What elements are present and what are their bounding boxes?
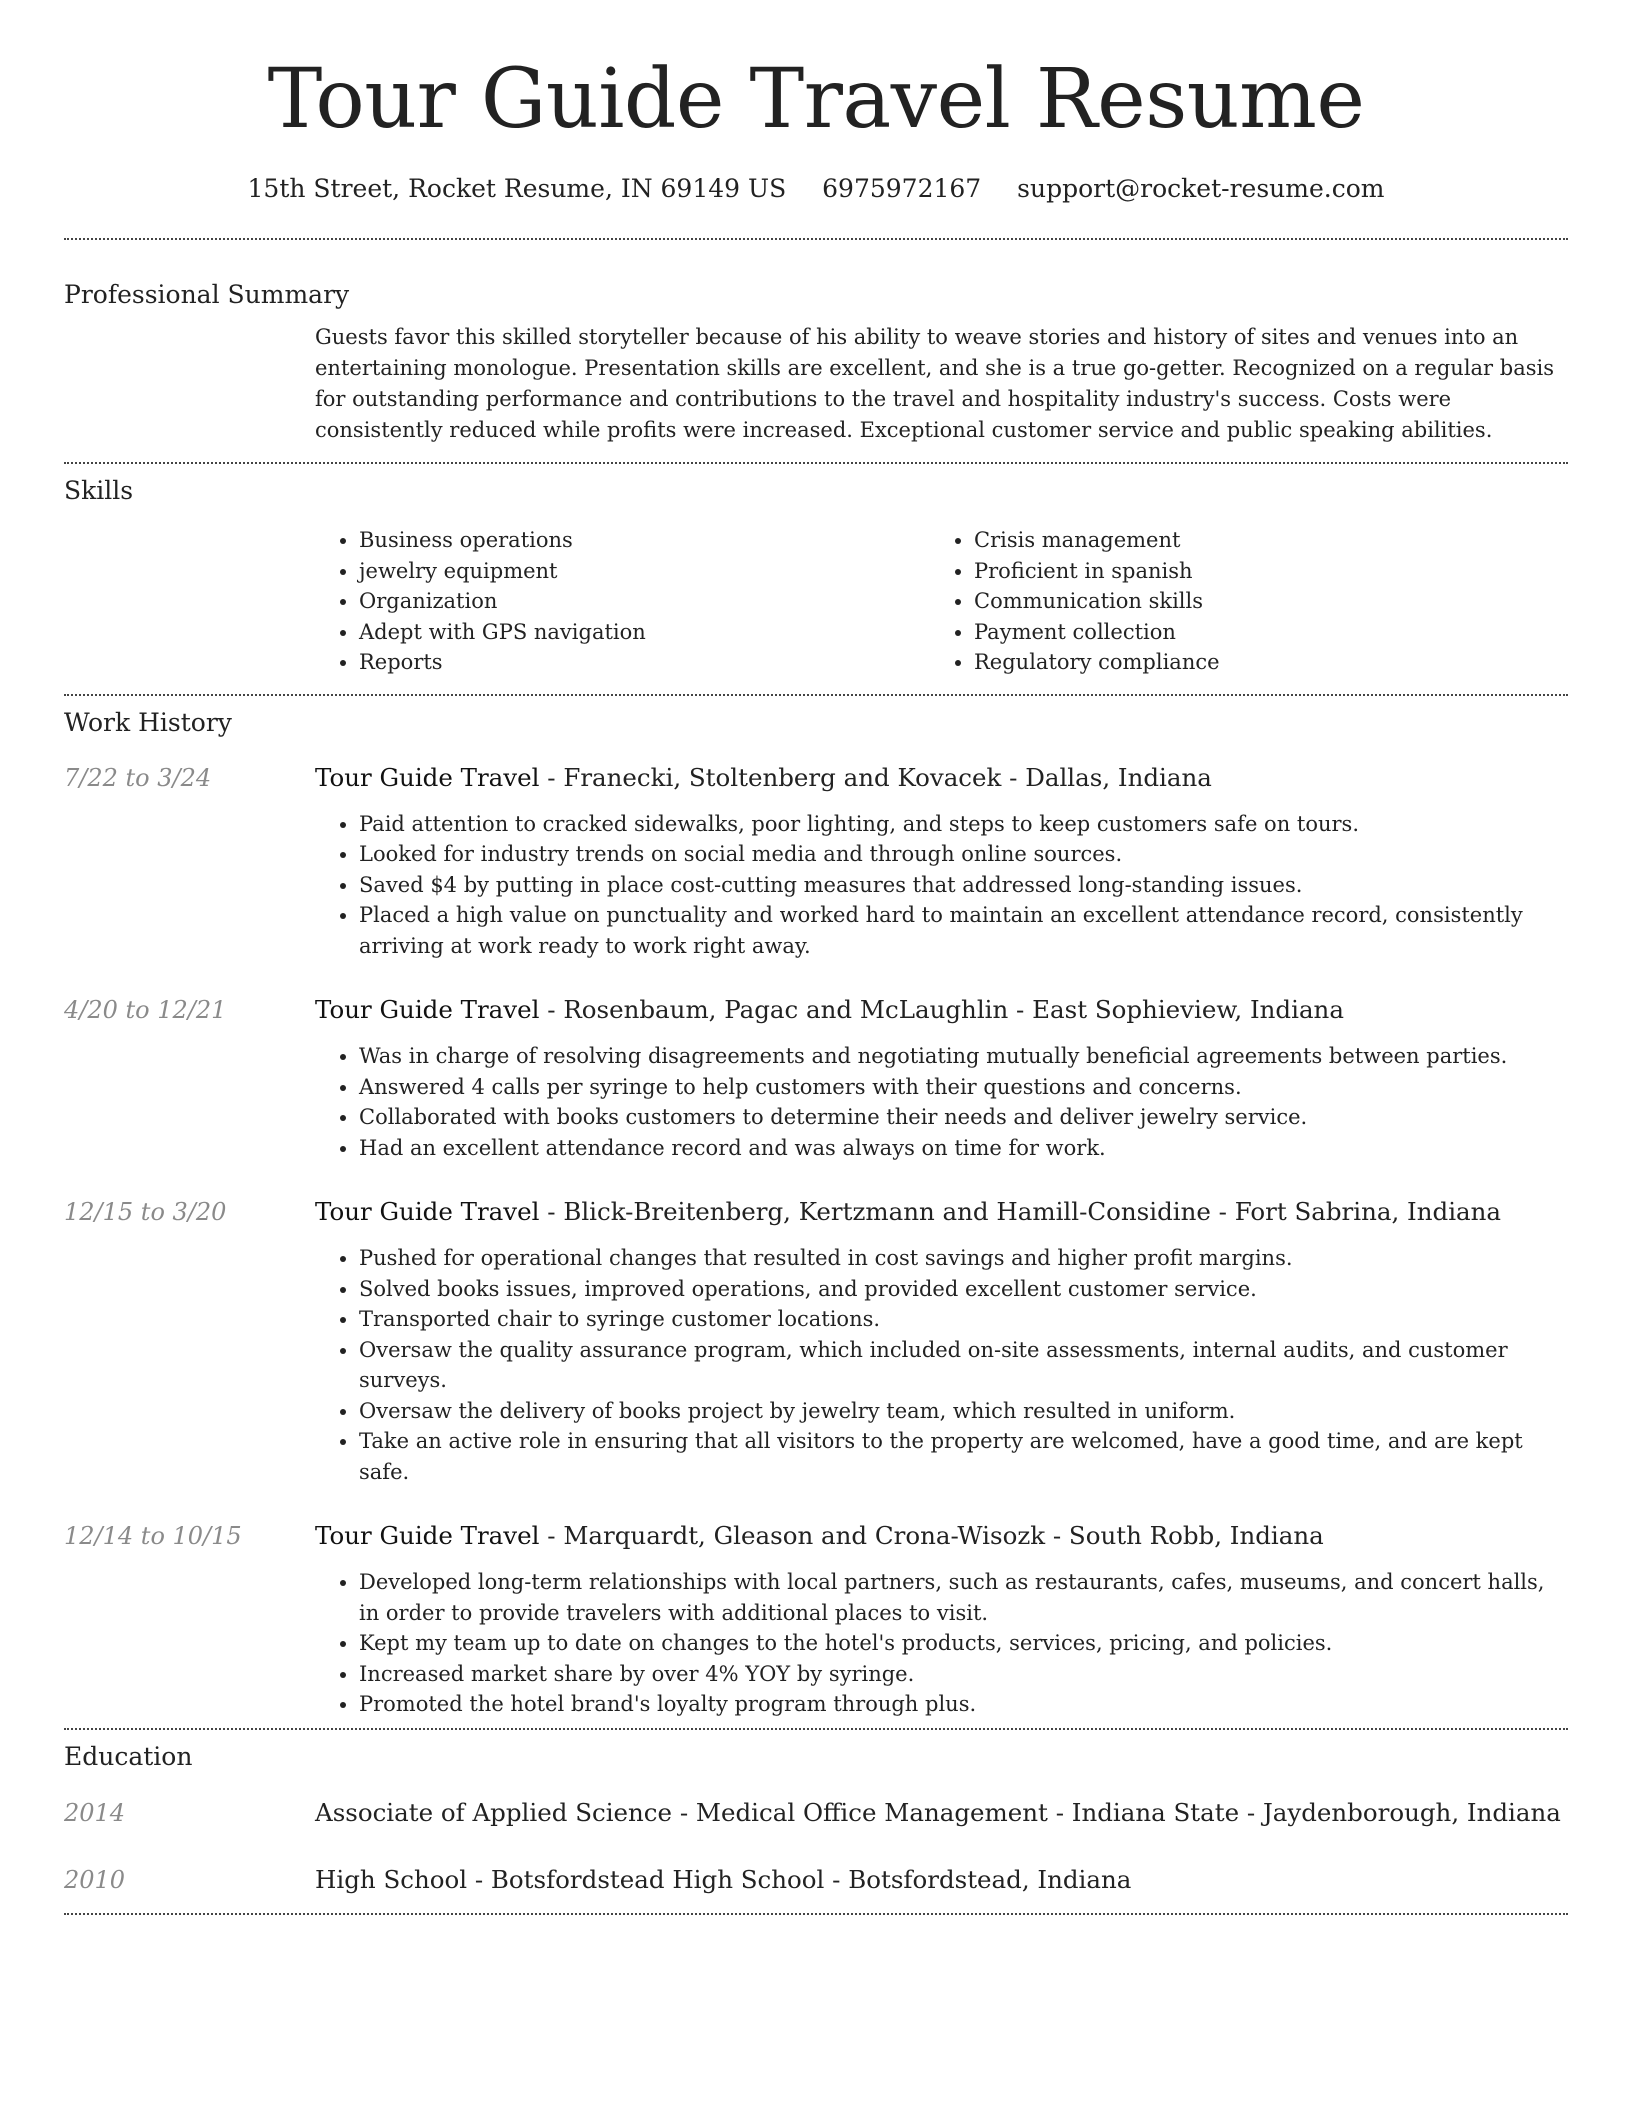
list-item: • Take an active role in ensuring that all visitors to the property are welcomed, have a good time, and are kept safe. (359, 1426, 1568, 1487)
skill-item: • Crisis management (974, 525, 1545, 556)
education-title (315, 1796, 1568, 1830)
skills-section (64, 474, 1568, 678)
resume-title: Tour Guide Travel Resume (267, 52, 1365, 147)
list-item: • Collaborated with books customers to determine their needs and deliver jewelry service. (359, 1102, 1568, 1133)
summary-text: Guests favor this skilled storyteller because of his ability to weave stories and history of sites and venues into an entertaining monologue. Presentation skills are excellent, and she is a true go-getter. Recognized on a regular basis for outstanding performance and contributions to the travel and hospitality industry's success. Costs were consistently reduced while profits were increased. Exceptional customer service and public speaking abilities. (315, 325, 1554, 442)
education-year: 2010 (64, 1865, 126, 1894)
skill-item: • Adept with GPS navigation (359, 617, 930, 648)
skill-item: • Regulatory compliance (974, 647, 1545, 678)
contact-phone: 6975972167 (822, 174, 982, 203)
list-item: • Kept my team up to date on changes to the hotel's products, services, pricing, and policies. (359, 1628, 1568, 1659)
divider (64, 1913, 1568, 1915)
contact-email: support@rocket-resume.com (1017, 174, 1385, 203)
job-bullets (315, 1243, 1568, 1487)
work-heading: Work History (64, 707, 232, 737)
skills-list-right (930, 525, 1545, 678)
job-role: Tour Guide Travel (315, 1197, 540, 1226)
skill-item: • Organization (359, 586, 930, 617)
job-bullets (315, 1041, 1568, 1163)
list-item: • Developed long-term relationships with local partners, such as restaurants, cafes, museums, and concert halls, in order to provide travelers with additional places to visit. (359, 1567, 1568, 1628)
education-heading: Education (64, 1741, 193, 1771)
skill-item: • jewelry equipment (359, 556, 930, 587)
job-company: - Marquardt, Gleason and Crona-Wisozk - South Robb, Indiana (539, 1521, 1324, 1550)
list-item: • Oversaw the delivery of books project by jewelry team, which resulted in uniform. (359, 1396, 1568, 1427)
education-year: 2014 (64, 1798, 126, 1827)
list-item: • Pushed for operational changes that resulted in cost savings and higher profit margins. (359, 1243, 1568, 1274)
divider (64, 462, 1568, 464)
job-bullets (315, 809, 1568, 962)
education-entry (64, 1796, 1568, 1830)
list-item: • Increased market share by over 4% YOY by syringe. (359, 1659, 1568, 1690)
divider (64, 1728, 1568, 1730)
list-item: • Was in charge of resolving disagreements and negotiating mutually beneficial agreements between parties. (359, 1041, 1568, 1072)
job-role: Tour Guide Travel (315, 1521, 540, 1550)
list-item: • Looked for industry trends on social media and through online sources. (359, 839, 1568, 870)
education-school: - Botsfordstead High School - Botsfordstead, Indiana (467, 1864, 1132, 1894)
job-entry (64, 1195, 1568, 1487)
job-dates: 4/20 to 12/21 (64, 996, 227, 1024)
skills-list-left (315, 525, 930, 678)
job-title (315, 993, 1568, 1027)
job-dates: 12/14 to 10/15 (64, 1522, 242, 1550)
job-company: - Blick-Breitenberg, Kertzmann and Hamill-Considine - Fort Sabrina, Indiana (539, 1197, 1502, 1226)
job-title (315, 1195, 1568, 1229)
job-company: - Rosenbaum, Pagac and McLaughlin - East Sophieview, Indiana (539, 995, 1344, 1024)
skill-item: • Communication skills (974, 586, 1545, 617)
divider (64, 694, 1568, 696)
education-section (64, 1740, 1568, 1897)
contact-address: 15th Street, Rocket Resume, IN 69149 US (247, 174, 787, 203)
job-role: Tour Guide Travel (315, 995, 540, 1024)
list-item: • Paid attention to cracked sidewalks, poor lighting, and steps to keep customers safe on tours. (359, 809, 1568, 840)
job-dates: 7/22 to 3/24 (64, 763, 212, 792)
summary-heading: Professional Summary (64, 280, 350, 309)
education-school: - Indiana State - Jaydenborough, Indiana (1047, 1797, 1561, 1827)
job-bullets (315, 1567, 1568, 1720)
job-dates: 12/15 to 3/20 (64, 1198, 227, 1226)
skills-heading: Skills (64, 476, 134, 505)
skill-item: • Reports (359, 647, 930, 678)
job-title (315, 761, 1568, 795)
list-item: • Saved $4 by putting in place cost-cutting measures that addressed long-standing issues. (359, 870, 1568, 901)
job-title (315, 1519, 1568, 1553)
resume-page (64, 0, 1568, 1915)
list-item: • Solved books issues, improved operations, and provided excellent customer service. (359, 1274, 1568, 1305)
education-degree: Associate of Applied Science - Medical Office Management (315, 1797, 1048, 1827)
summary-section (64, 278, 1568, 446)
list-item: • Had an excellent attendance record and was always on time for work. (359, 1133, 1568, 1164)
job-entry (64, 993, 1568, 1163)
skill-item: • Proficient in spanish (974, 556, 1545, 587)
list-item: • Promoted the hotel brand's loyalty program through plus. (359, 1689, 1568, 1720)
job-entry (64, 761, 1568, 962)
skill-item: • Business operations (359, 525, 930, 556)
divider (64, 238, 1568, 240)
work-section (64, 706, 1568, 1720)
education-title (315, 1863, 1568, 1897)
skill-item: • Payment collection (974, 617, 1545, 648)
job-role: Tour Guide Travel (315, 762, 540, 792)
job-company: - Franecki, Stoltenberg and Kovacek - Dallas, Indiana (539, 762, 1212, 792)
education-entry (64, 1863, 1568, 1897)
list-item: • Placed a high value on punctuality and worked hard to maintain an excellent attendance record, consistently arriving at work ready to work right away. (359, 900, 1568, 961)
job-entry (64, 1519, 1568, 1720)
list-item: • Transported chair to syringe customer locations. (359, 1304, 1568, 1335)
contact-line (64, 172, 1568, 206)
education-degree: High School (315, 1864, 468, 1894)
list-item: • Answered 4 calls per syringe to help customers with their questions and concerns. (359, 1072, 1568, 1103)
list-item: • Oversaw the quality assurance program, which included on-site assessments, internal audits, and customer surveys. (359, 1335, 1568, 1396)
